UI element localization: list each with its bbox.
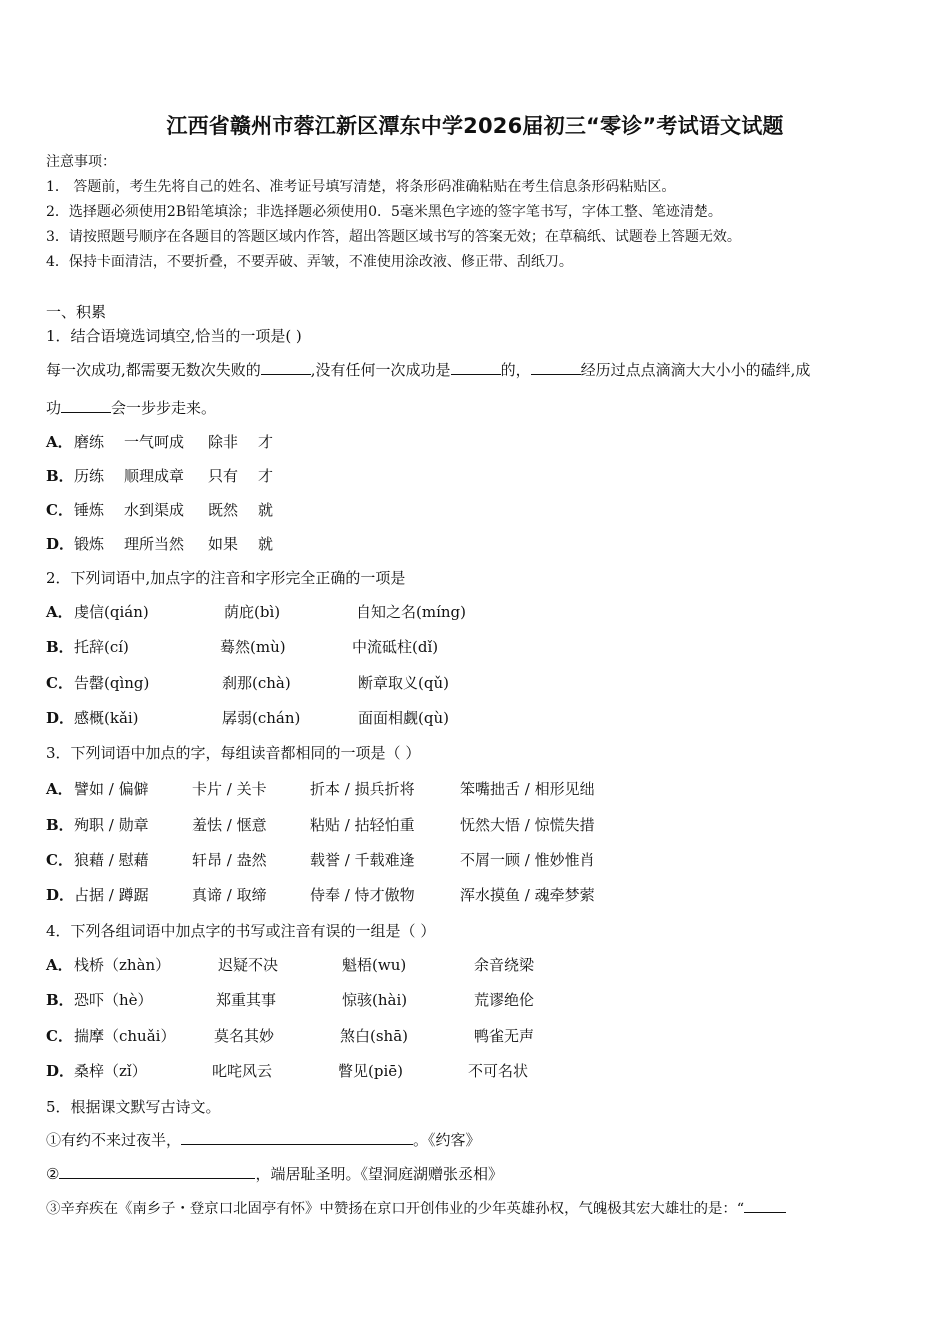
option-cell: 才: [258, 467, 274, 485]
option-cell: 真谛 / 取缔: [192, 886, 267, 904]
option-cell: 历练: [74, 467, 105, 485]
exam-title: 江西省赣州市蓉江新区潭东中学2026届初三“零诊”考试语文试题: [166, 114, 784, 138]
option-cell: 荫庇(bì): [224, 603, 281, 621]
option-label: C．: [46, 851, 73, 869]
option-label: A．: [46, 433, 73, 451]
section-heading: 一、积累: [46, 303, 107, 321]
q1-option-a[interactable]: [46, 432, 274, 452]
option-cell: 浑水摸鱼 / 魂牵梦萦: [460, 886, 595, 904]
q5-text-part: ，端居耻圣明。《望洞庭湖赠张丞相》: [255, 1165, 503, 1183]
option-cell: 孱弱(chán): [222, 709, 301, 727]
option-cell: 瞥见(piē): [338, 1062, 403, 1080]
option-cell: 既然: [208, 501, 239, 519]
option-label: D．: [46, 709, 75, 727]
option-cell: 侍奉 / 恃才傲物: [310, 886, 415, 904]
option-cell: 磨练: [74, 433, 105, 451]
notes-item: 1． 答题前，考生先将自己的姓名、准考证号填写清楚，将条形码准确粘贴在考生信息条形码粘贴区。: [46, 179, 676, 195]
q1-text-part: ,没有任何一次成功是: [310, 361, 451, 379]
option-cell: 告罄(qìng): [74, 674, 150, 692]
q2-option-b[interactable]: [46, 637, 439, 657]
option-cell: 顺理成章: [124, 467, 185, 485]
notes-item: 3．请按照题号顺序在各题目的答题区域内作答，超出答题区域书写的答案无效；在草稿纸、试题卷上答题无效。: [46, 229, 741, 245]
q2-option-a[interactable]: [46, 602, 466, 622]
q2-option-c[interactable]: [46, 673, 449, 693]
q5-text-part: ③辛弃疾在《南乡子・登京口北固亭有怀》中赞扬在京口开创伟业的少年英雄孙权，气魄极其宏大雄壮的是：“: [46, 1201, 745, 1217]
q1-text-part: 的，: [500, 361, 531, 379]
q5-text-part: 。《约客》: [413, 1131, 481, 1149]
option-cell: 就: [258, 535, 274, 553]
option-label: B．: [46, 638, 74, 656]
q2-option-d[interactable]: [46, 708, 449, 728]
option-cell: 载誉 / 千载难逢: [310, 851, 415, 869]
option-label: A．: [46, 956, 73, 974]
option-cell: 折本 / 损兵折将: [310, 780, 415, 798]
option-label: A．: [46, 780, 73, 798]
option-cell: 狼藉 / 慰藉: [74, 851, 149, 869]
option-label: C．: [46, 1027, 73, 1045]
option-cell: 煞白(shā): [340, 1027, 409, 1045]
option-cell: 占据 / 蹲踞: [74, 886, 149, 904]
option-cell: 除非: [208, 433, 239, 451]
option-cell: 只有: [208, 467, 239, 485]
option-cell: 殉职 / 勋章: [74, 816, 149, 834]
question-4-stem: 4．下列各组词语中加点字的书写或注音有误的一组是（ ）: [46, 922, 436, 940]
notes-heading: 注意事项：: [46, 154, 116, 170]
option-label: D．: [46, 1062, 75, 1080]
fill-blank: [261, 360, 311, 375]
option-cell: 卡片 / 关卡: [192, 780, 267, 798]
option-cell: 虔信(qián): [74, 603, 149, 621]
question-1-text-line1: [46, 360, 810, 380]
option-cell: 恐吓（hè）: [74, 991, 153, 1009]
q3-option-c[interactable]: [46, 850, 595, 870]
option-label: D．: [46, 886, 75, 904]
option-cell: 水到渠成: [124, 501, 185, 519]
answer-blank[interactable]: [744, 1198, 786, 1213]
option-label: D．: [46, 535, 75, 553]
option-cell: 感概(kǎi): [74, 709, 139, 727]
option-cell: 揣摩（chuǎi）: [74, 1027, 176, 1045]
option-cell: 怃然大悟 / 惊慌失措: [460, 816, 595, 834]
option-label: B．: [46, 816, 74, 834]
option-label: C．: [46, 674, 73, 692]
notes-item: 4．保持卡面清洁，不要折叠，不要弄破、弄皱，不准使用涂改液、修正带、刮纸刀。: [46, 254, 573, 270]
q1-option-b[interactable]: [46, 466, 274, 486]
q5-text-part: ②: [46, 1165, 60, 1183]
answer-blank[interactable]: [59, 1164, 255, 1179]
q1-option-c[interactable]: [46, 500, 274, 520]
option-cell: 不屑一顾 / 惟妙惟肖: [460, 851, 595, 869]
q1-text-part: 每一次成功,都需要无数次失败的: [46, 361, 261, 379]
option-cell: 余音绕梁: [474, 956, 535, 974]
answer-blank[interactable]: [181, 1130, 413, 1145]
option-cell: 自知之名(míng): [356, 603, 466, 621]
question-2-stem: 2．下列词语中,加点字的注音和字形完全正确的一项是: [46, 569, 406, 587]
fill-blank: [531, 360, 581, 375]
option-cell: 断章取义(qǔ): [358, 674, 449, 692]
fill-blank: [451, 360, 501, 375]
q5-line-2: [46, 1164, 503, 1184]
option-label: A．: [46, 603, 73, 621]
option-cell: 轩昂 / 盎然: [192, 851, 267, 869]
option-cell: 羞怯 / 惬意: [192, 816, 267, 834]
option-cell: 惊骇(hài): [342, 991, 408, 1009]
option-cell: 叱咤风云: [212, 1062, 273, 1080]
q3-option-d[interactable]: [46, 885, 595, 905]
option-cell: 理所当然: [124, 535, 185, 553]
option-cell: 才: [258, 433, 274, 451]
option-cell: 栈桥（zhàn）: [74, 956, 171, 974]
notes-item: 2．选择题必须使用2B铅笔填涂；非选择题必须使用0．5毫米黑色字迹的签字笔书写，字体工整、笔迹清楚。: [46, 204, 722, 220]
option-cell: 譬如 / 偏僻: [74, 780, 149, 798]
option-label: B．: [46, 467, 74, 485]
option-cell: 笨嘴拙舌 / 相形见绌: [460, 780, 595, 798]
option-cell: 魁梧(wu): [342, 956, 407, 974]
q3-option-a[interactable]: [46, 779, 595, 799]
q1-text-part: 功: [46, 399, 62, 417]
option-cell: 莫名其妙: [214, 1027, 275, 1045]
option-cell: 迟疑不决: [218, 956, 279, 974]
option-cell: 郑重其事: [216, 991, 277, 1009]
option-cell: 一气呵成: [124, 433, 185, 451]
question-5-stem: 5．根据课文默写古诗文。: [46, 1098, 221, 1116]
q1-option-d[interactable]: [46, 534, 274, 554]
option-cell: 托辞(cí): [74, 638, 129, 656]
q4-option-d[interactable]: [46, 1061, 529, 1081]
q4-option-c[interactable]: [46, 1026, 535, 1046]
option-cell: 桑梓（zǐ）: [74, 1062, 147, 1080]
q5-line-1: [46, 1130, 481, 1150]
option-cell: 面面相觑(qù): [358, 709, 449, 727]
question-1-text-line2: [46, 398, 216, 418]
q3-option-b[interactable]: [46, 815, 595, 835]
option-cell: 刹那(chà): [222, 674, 291, 692]
q4-option-a[interactable]: [46, 955, 535, 975]
option-cell: 就: [258, 501, 274, 519]
q1-text-part: 经历过点点滴滴大大小小的磕绊,成: [580, 361, 811, 379]
question-1-stem: 1．结合语境选词填空,恰当的一项是( ): [46, 327, 302, 345]
option-cell: 荒谬绝伦: [474, 991, 535, 1009]
option-cell: 不可名状: [468, 1062, 529, 1080]
option-cell: 粘贴 / 拈轻怕重: [310, 816, 415, 834]
q5-line-3: [46, 1198, 786, 1219]
q5-text-part: ①有约不来过夜半，: [46, 1131, 182, 1149]
q1-text-part: 会一步步走来。: [111, 399, 217, 417]
option-cell: 中流砥柱(dǐ): [352, 638, 439, 656]
option-label: C．: [46, 501, 73, 519]
fill-blank: [61, 398, 111, 413]
option-cell: 锤炼: [74, 501, 105, 519]
option-cell: 锻炼: [74, 535, 105, 553]
q4-option-b[interactable]: [46, 990, 535, 1010]
option-label: B．: [46, 991, 74, 1009]
option-cell: 如果: [208, 535, 239, 553]
question-3-stem: 3．下列词语中加点的字，每组读音都相同的一项是（ ）: [46, 744, 421, 762]
option-cell: 鸭雀无声: [474, 1027, 535, 1045]
option-cell: 蓦然(mù): [220, 638, 286, 656]
